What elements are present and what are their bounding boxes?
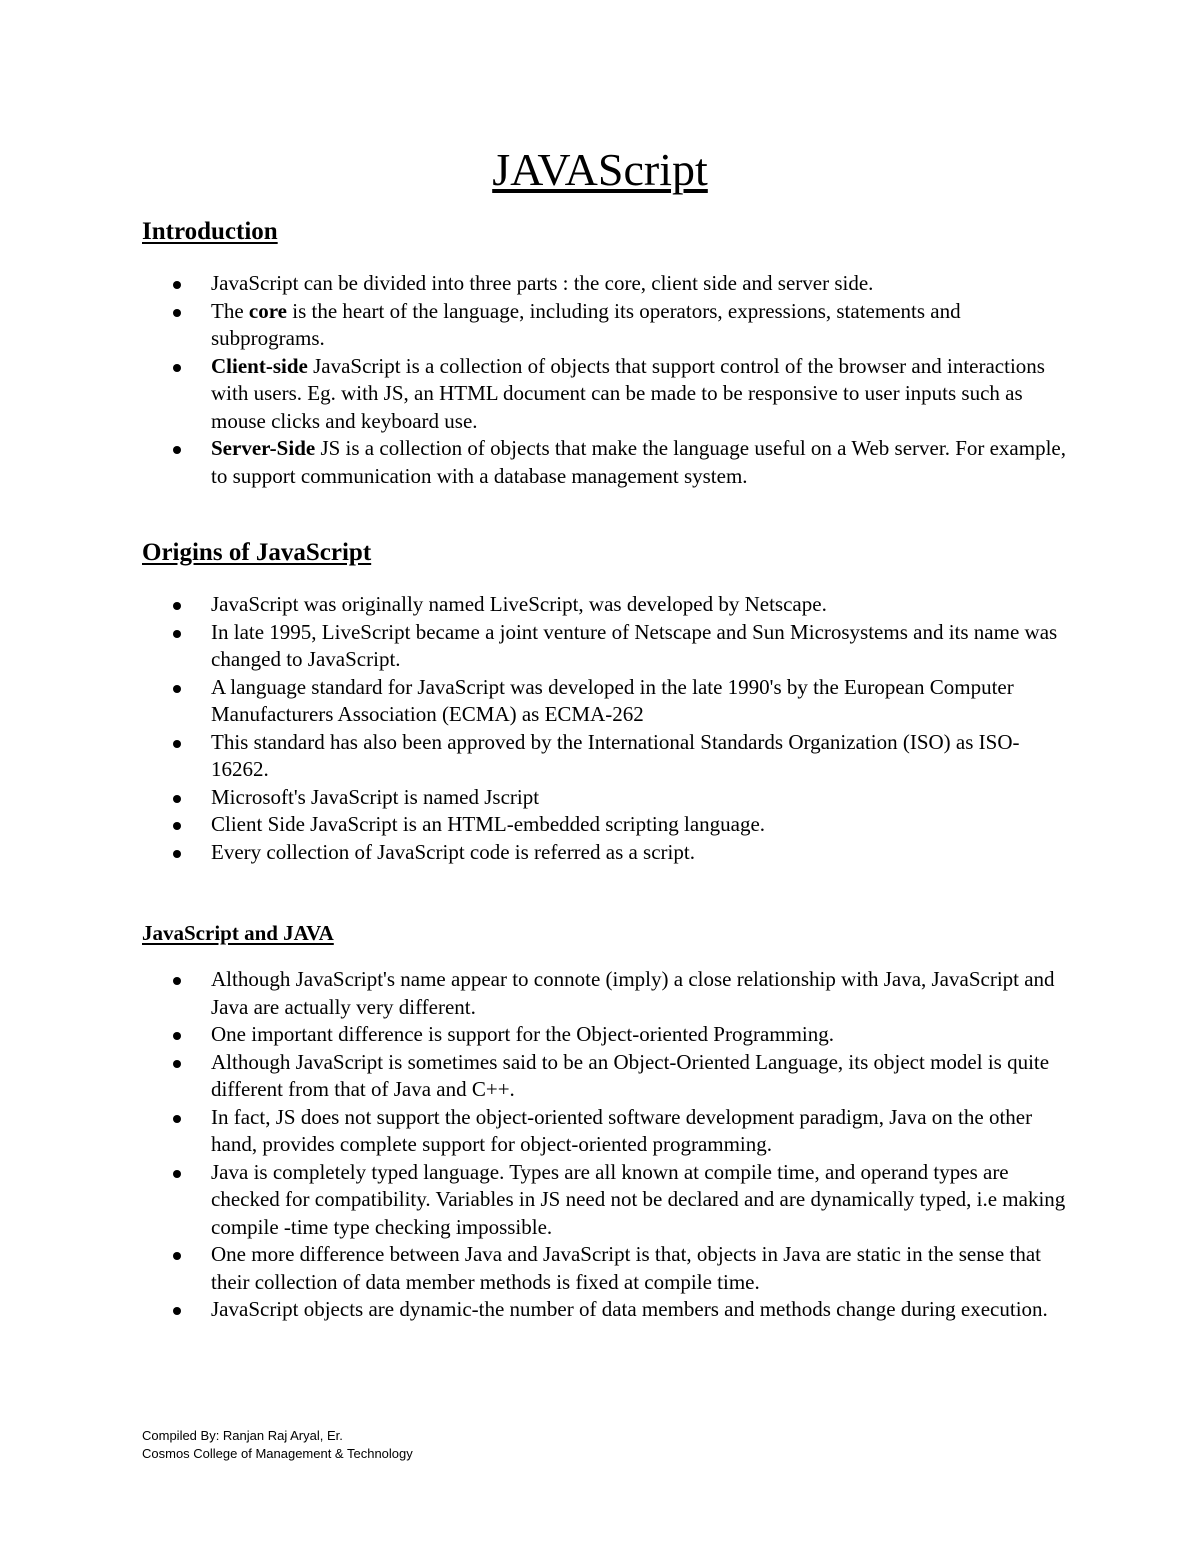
- bullet-icon: [173, 1115, 181, 1123]
- list-item: Microsoft's JavaScript is named Jscript: [142, 784, 1072, 812]
- bullet-icon: [173, 1032, 181, 1040]
- javascript-and-java-list: [142, 966, 1072, 1324]
- bullet-icon: [173, 740, 181, 748]
- section-heading-introduction: Introduction: [142, 218, 278, 245]
- footer-author: Compiled By: Ranjan Raj Aryal, Er.: [142, 1428, 343, 1443]
- bullet-icon: [173, 281, 181, 289]
- page-title: JAVAScript: [492, 144, 708, 195]
- list-item: JavaScript was originally named LiveScript, was developed by Netscape.: [142, 591, 1072, 619]
- list-item: Client Side JavaScript is an HTML-embedded scripting language.: [142, 811, 1072, 839]
- list-item: Although JavaScript is sometimes said to be an Object-Oriented Language, its object model is quite different from that of Java and C++.: [142, 1049, 1072, 1104]
- list-item: Java is completely typed language. Types are all known at compile time, and operand types are checked for compatibility. Variables in JS need not be declared and are dynamically typed, i.e making compile -time type checking impossible.: [142, 1159, 1072, 1242]
- page-footer: [142, 1427, 413, 1463]
- bullet-icon: [173, 602, 181, 610]
- list-item: One important difference is support for the Object-oriented Programming.: [142, 1021, 1072, 1049]
- list-item: Server-Side JS is a collection of objects that make the language useful on a Web server. For example, to support communication with a database management system.: [142, 435, 1072, 490]
- list-item: JavaScript objects are dynamic-the number of data members and methods change during execution.: [142, 1296, 1072, 1324]
- bullet-icon: [173, 795, 181, 803]
- bullet-icon: [173, 1170, 181, 1178]
- list-item: Client-side JavaScript is a collection of objects that support control of the browser and interactions with users. Eg. with JS, an HTML document can be made to be responsive to user inputs such as mouse clicks and keyboard use.: [142, 353, 1072, 436]
- list-item: In fact, JS does not support the object-oriented software development paradigm, Java on the other hand, provides complete support for object-oriented programming.: [142, 1104, 1072, 1159]
- bullet-icon: [173, 1252, 181, 1260]
- bullet-icon: [173, 1307, 181, 1315]
- bullet-icon: [173, 685, 181, 693]
- footer-institution: Cosmos College of Management & Technology: [142, 1446, 413, 1461]
- list-item: In late 1995, LiveScript became a joint venture of Netscape and Sun Microsystems and its name was changed to JavaScript.: [142, 619, 1072, 674]
- list-item: A language standard for JavaScript was developed in the late 1990's by the European Computer Manufacturers Association (ECMA) as ECMA-262: [142, 674, 1072, 729]
- bullet-icon: [173, 630, 181, 638]
- list-item: This standard has also been approved by the International Standards Organization (ISO) as ISO-16262.: [142, 729, 1072, 784]
- section-heading-origins: Origins of JavaScript: [142, 539, 372, 566]
- bullet-icon: [173, 1060, 181, 1068]
- introduction-list: [142, 270, 1072, 490]
- section-heading-javascript-and-java: JavaScript and JAVA: [142, 921, 334, 945]
- list-item: One more difference between Java and JavaScript is that, objects in Java are static in the sense that their collection of data member methods is fixed at compile time.: [142, 1241, 1072, 1296]
- bullet-icon: [173, 850, 181, 858]
- origins-list: [142, 591, 1072, 866]
- bullet-icon: [173, 309, 181, 317]
- bullet-icon: [173, 977, 181, 985]
- bullet-icon: [173, 364, 181, 372]
- list-item: Although JavaScript's name appear to connote (imply) a close relationship with Java, JavaScript and Java are actually very different.: [142, 966, 1072, 1021]
- list-item: JavaScript can be divided into three parts : the core, client side and server side.: [142, 270, 1072, 298]
- bullet-icon: [173, 446, 181, 454]
- bullet-icon: [173, 822, 181, 830]
- list-item: Every collection of JavaScript code is referred as a script.: [142, 839, 1072, 867]
- list-item: The core is the heart of the language, including its operators, expressions, statements and subprograms.: [142, 298, 1072, 353]
